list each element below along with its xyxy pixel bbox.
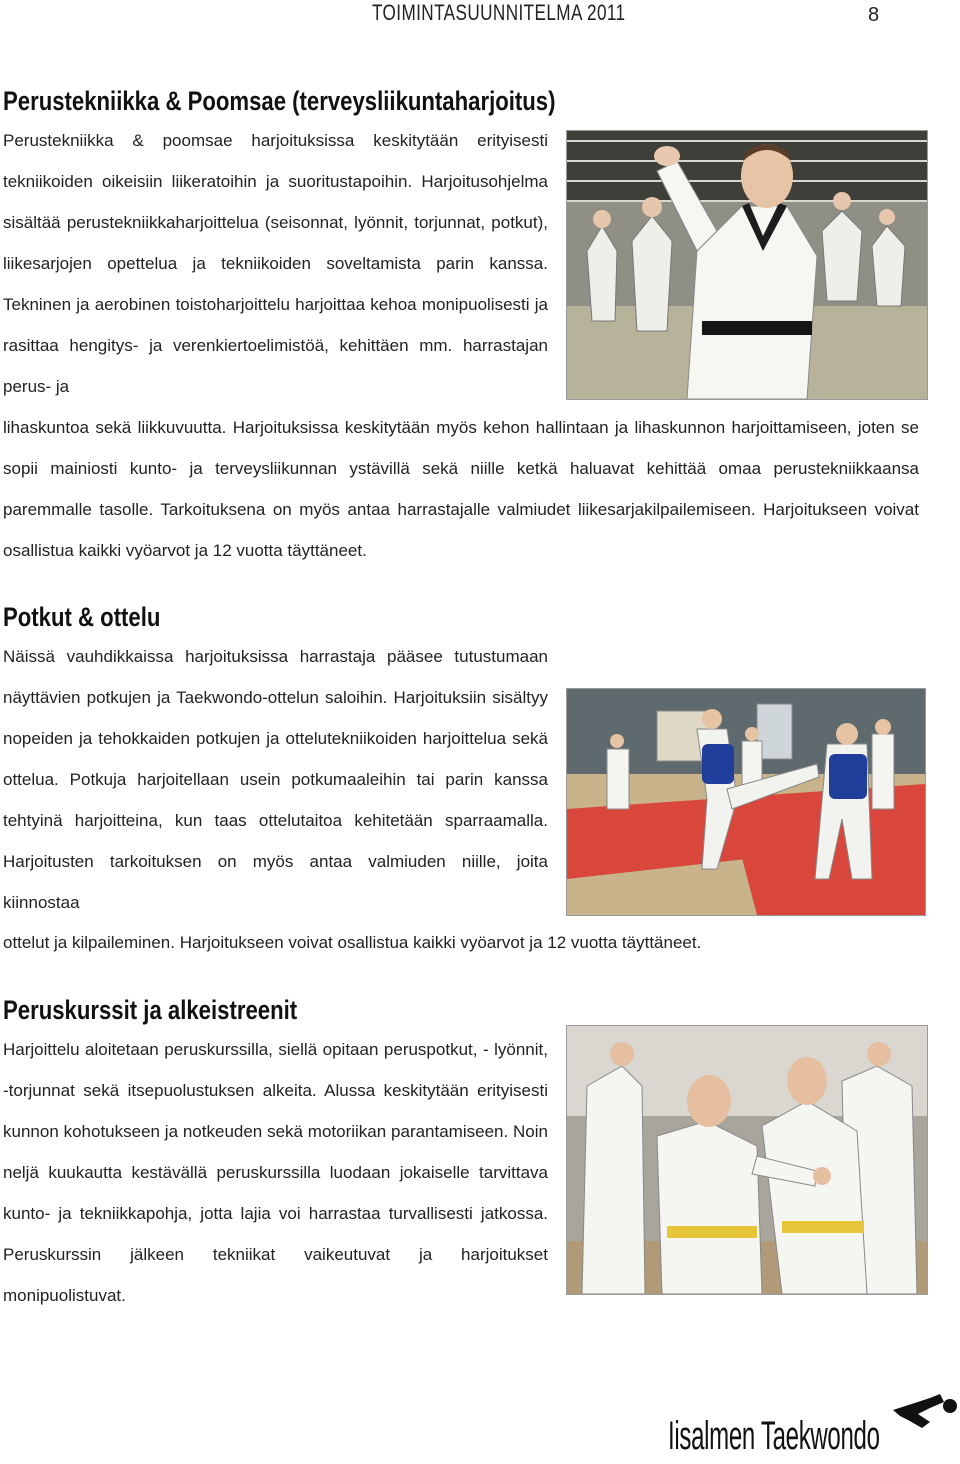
sparring-photo-illustration	[567, 689, 925, 915]
document-title: TOIMINTASUUNNITELMA 2011	[372, 0, 626, 25]
section-heading-potkut-ottelu: Potkut & ottelu	[3, 602, 161, 632]
photo-poomsae-training	[566, 130, 928, 400]
beginner-photo-illustration	[567, 1026, 927, 1294]
photo-kicking-sparring	[566, 688, 926, 916]
section-heading-peruskurssit: Peruskurssit ja alkeistreenit	[3, 995, 298, 1025]
section-text-potkut-2: ottelut ja kilpaileminen. Harjoitukseen voivat osallistua kaikki vyöarvot ja 12 vuotta täyttäneet.	[3, 933, 702, 952]
photo-beginner-course	[566, 1025, 928, 1295]
page-number: 8	[868, 4, 880, 26]
section-heading-perustekniikka: Perustekniikka & Poomsae (terveysliikuntaharjoitus)	[3, 86, 556, 116]
club-logo	[668, 1390, 960, 1464]
section-text-perustekniikka-1: Perustekniikka & poomsae harjoituksissa keskitytään erityisesti tekniikoiden oikeisiin liikeratoihin ja suoritustapoihin. Harjoitusohjelma sisältää perustekniikkaharjoittelua (seisonnat, lyönnit, torjunnat, potkut), liikesarjojen opettelua ja tekniikoiden soveltamista parin kanssa. Tekninen ja aerobinen toistoharjoittelu harjoittaa kehoa monipuolisesti ja rasittaa hengitys- ja verenkiertoelimistöä, kehittäen mm. harrastajan perus- ja	[3, 131, 548, 396]
section-text-perustekniikka-2: lihaskuntoa sekä liikkuvuutta. Harjoituksissa keskitytään myös kehon hallintaan ja lihaskunnon harjoittamiseen, joten se sopii mainiosti kunto- ja terveysliikunnan ystävillä sekä niille ketkä haluavat kehittää omaa perustekniikkaansa paremmalle tasolle. Tarkoituksena on myös antaa harrastajalle valmiudet liikesarjakilpailemiseen. Harjoitukseen voivat osallistua kaikki vyöarvot ja 12 vuotta täyttäneet.	[3, 418, 919, 560]
section-text-potkut-1: Näissä vauhdikkaissa harjoituksissa harrastaja pääsee tutustumaan näyttävien potkujen ja Taekwondo-ottelun saloihin. Harjoituksiin sisältyy nopeiden ja tehokkaiden potkujen ja ottelutekniikoiden harjoittelua sekä ottelua. Potkuja harjoitellaan usein potkumaaleihin tai parin kanssa tehtyinä harjoitteina, kun taas ottelutaitoa kehitetään sparraamalla. Harjoitusten tarkoituksen on myös antaa valmiuden niille, joita kiinnostaa	[3, 647, 548, 912]
poomsae-photo-illustration	[567, 131, 927, 399]
club-logo-text: Iisalmen Taekwondo	[668, 1414, 880, 1458]
section-text-peruskurssit: Harjoittelu aloitetaan peruskurssilla, siellä opitaan peruspotkut, - lyönnit, -torjunnat sekä itsepuolustuksen alkeita. Alussa keskitytään erityisesti kunnon kohotukseen ja notkeuden sekä motoriikan parantamiseen. Noin neljä kuukautta kestävällä peruskurssilla luodaan jokaiselle tarvittava kunto- ja tekniikkapohja, jotta lajia voi harrastaa turvallisesti jatkossa. Peruskurssin jälkeen tekniikat vaikeutuvat ja harjoitukset monipuolistuvat.	[3, 1040, 548, 1305]
